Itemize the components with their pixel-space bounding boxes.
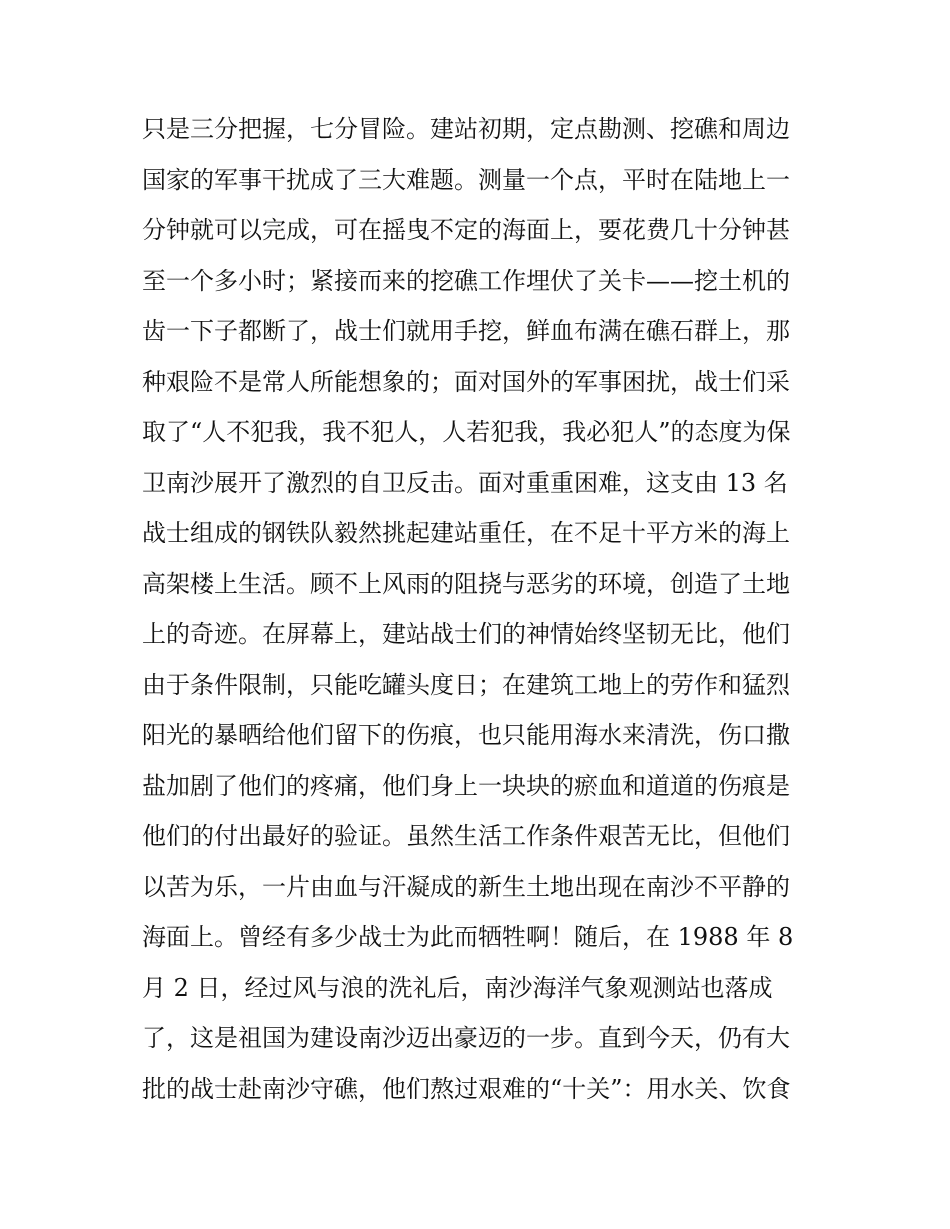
text-line: 他们的付出最好的验证。虽然生活工作条件艰苦无比，但他们 xyxy=(142,822,790,850)
text-line: 批的战士赴南沙守礁，他们熬过艰难的“十关”：用水关、饮食 xyxy=(142,1074,791,1103)
text-line: 高架楼上生活。顾不上风雨的阻挠与恶劣的环境，创造了土地 xyxy=(142,569,790,598)
text-line: 由于条件限制，只能吃罐头度日；在建筑工地上的劳作和猛烈 xyxy=(142,670,790,699)
text-line: 分钟就可以完成，可在摇曳不定的海面上，要花费几十分钟甚 xyxy=(142,216,790,244)
text-line: 以苦为乐，一片由血与汗凝成的新生土地出现在南沙不平静的 xyxy=(142,872,790,901)
text-line: 齿一下子都断了，战士们就用手挖，鲜血布满在礁石群上，那 xyxy=(142,317,790,345)
text-line: 海面上。曾经有多少战士为此而牺牲啊！随后，在 1988 年 8 xyxy=(142,923,794,951)
body-paragraph xyxy=(142,104,822,1114)
text-line: 卫南沙展开了激烈的自卫反击。面对重重困难，这支由 13 名 xyxy=(142,468,788,497)
text-line: 至一个多小时；紧接而来的挖礁工作埋伏了关卡——挖土机的 xyxy=(142,266,790,295)
text-line: 种艰险不是常人所能想象的；面对国外的军事困扰，战士们采 xyxy=(142,367,790,396)
text-line: 阳光的暴晒给他们留下的伤痕，也只能用海水来清洗，伤口撒 xyxy=(142,721,790,749)
text-line: 取了“人不犯我，我不犯人，人若犯我，我必犯人”的态度为保 xyxy=(142,418,791,446)
text-line: 了，这是祖国为建设南沙迈出豪迈的一步。直到今天，仍有大 xyxy=(142,1024,790,1052)
text-line: 国家的军事干扰成了三大难题。测量一个点，平时在陆地上一 xyxy=(142,165,790,194)
text-line: 上的奇迹。在屏幕上，建站战士们的神情始终坚韧无比，他们 xyxy=(142,620,790,648)
text-line: 只是三分把握，七分冒险。建站初期，定点勘测、挖礁和周边 xyxy=(142,115,790,143)
text-line: 战士组成的钢铁队毅然挑起建站重任，在不足十平方米的海上 xyxy=(142,519,790,547)
text-line: 月 2 日，经过风与浪的洗礼后，南沙海洋气象观测站也落成 xyxy=(142,973,773,1002)
text-line: 盐加剧了他们的疼痛，他们身上一块块的瘀血和道道的伤痕是 xyxy=(142,771,790,800)
